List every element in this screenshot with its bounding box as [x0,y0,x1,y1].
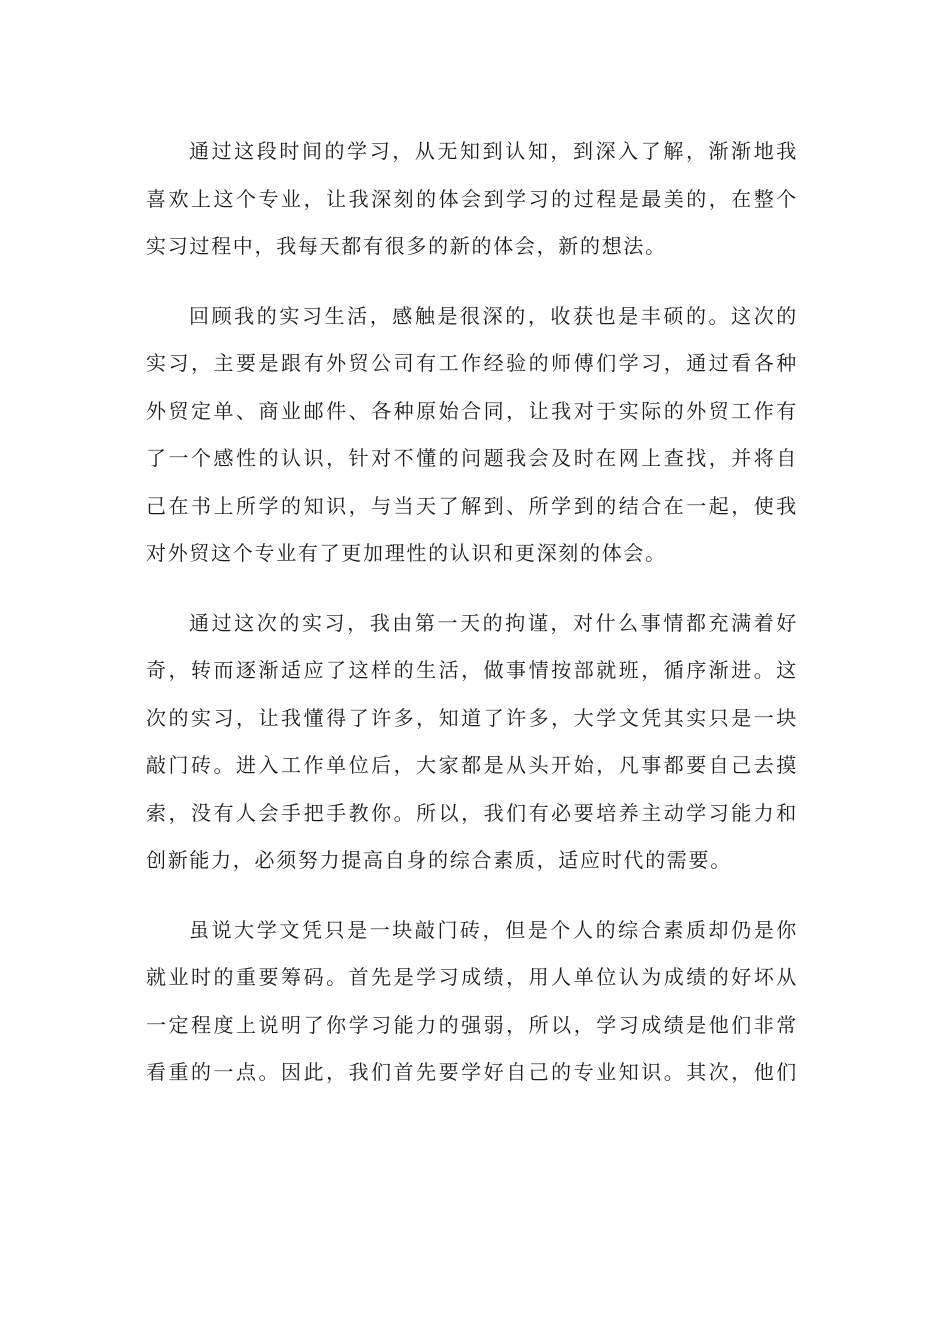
paragraph-line: 实习，主要是跟有外贸公司有工作经验的师傅们学习，通过看各种 [146,351,798,375]
paragraph-line: 喜欢上这个专业，让我深刻的体会到学习的过程是最美的，在整个 [146,186,798,211]
paragraph-line: 虽说大学文凭只是一块敲门砖，但是个人的综合素质却仍是你 [189,917,798,942]
paragraph-line: 了一个感性的认识，针对不懂的问题我会及时在网上查找，并将自 [146,446,798,470]
paragraph-line: 一定程度上说明了你学习能力的强弱，所以，学习成绩是他们非常 [146,1012,798,1037]
paragraph-line: 回顾我的实习生活，感触是很深的，收获也是丰硕的。这次的 [189,303,798,328]
paragraph-line: 外贸定单、商业邮件、各种原始合同，让我对于实际的外贸工作有 [146,398,798,423]
paragraph-line: 奇，转而逐渐适应了这样的生活，做事情按部就班，循序渐进。这 [146,658,798,682]
paragraph-4 [146,907,798,1097]
paragraph-line: 看重的一点。因此，我们首先要学好自己的专业知识。其次，他们 [146,1060,798,1084]
paragraph-line: 通过这段时间的学习，从无知到认知，到深入了解，渐渐地我 [189,139,798,163]
paragraph-line: 实习过程中，我每天都有很多的新的体会，新的想法。 [146,234,667,258]
paragraph-2 [146,293,798,578]
paragraph-line: 通过这次的实习，我由第一天的拘谨，对什么事情都充满着好 [189,610,798,635]
paragraph-line: 次的实习，让我懂得了许多，知道了许多，大学文凭其实只是一块 [146,705,798,730]
paragraph-line: 创新能力，必须努力提高自身的综合素质，适应时代的需要。 [146,848,732,872]
paragraph-line: 敲门砖。进入工作单位后，大家都是从头开始，凡事都要自己去摸 [146,753,798,777]
paragraph-1 [146,128,798,271]
paragraph-3 [146,600,798,885]
paragraph-line: 就业时的重要筹码。首先是学习成绩，用人单位认为成绩的好坏从 [146,965,798,989]
paragraph-line: 对外贸这个专业有了更加理性的认识和更深刻的体会。 [146,541,667,565]
paragraph-line: 索，没有人会手把手教你。所以，我们有必要培养主动学习能力和 [146,800,798,825]
document-body [146,128,798,1119]
paragraph-line: 己在书上所学的知识，与当天了解到、所学到的结合在一起，使我 [146,493,798,518]
